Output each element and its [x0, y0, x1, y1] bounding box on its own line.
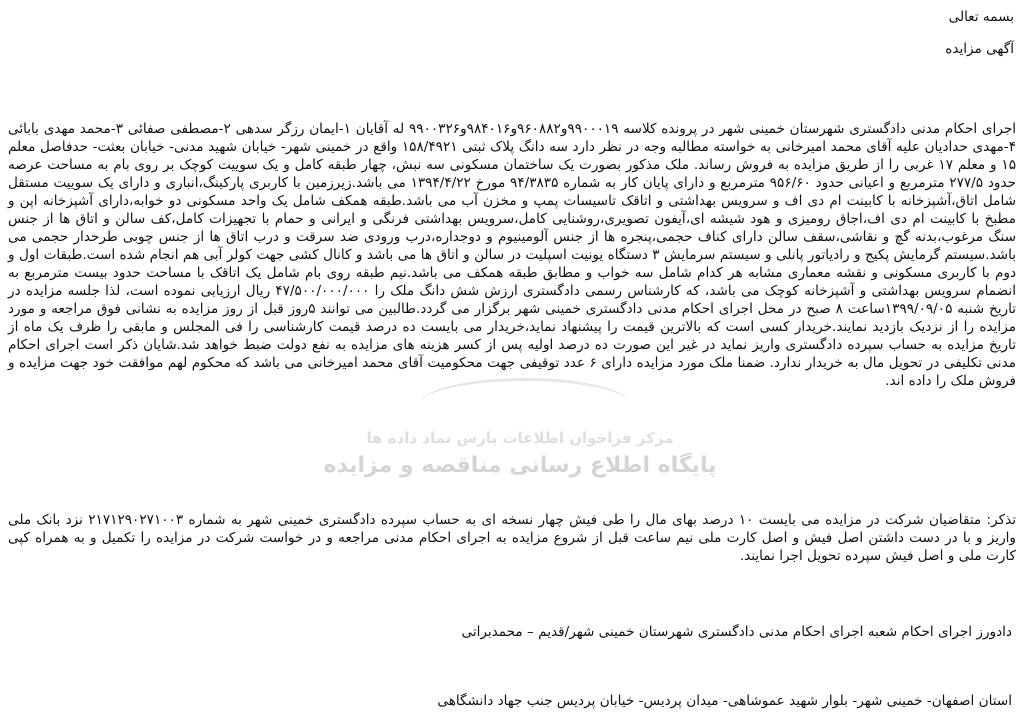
participation-note-paragraph: تذکر: متقاضیان شرکت در مزایده می بایست ۱۰ درصد بهای مال را طی فیش چهار نسخه ای به حساب سپرده دادگستری خمینی شهر به شماره ۲۱۷۱۲۹۰۲۷۱۰۰۳ نزد بانک ملی واریز و با در دست داشتن اصل فیش و اصل کارت ملی نیم ساعت قبل از شروع مزایده به اجرای احکام مدنی مراجعه و در خواست شرکت در مزایده را تکمیل و به همراه کپی کارت ملی و اصل فیش سپرده تحویل اجرا نمایند. [8, 512, 1016, 564]
watermark-title: پایگاه اطلاع رسانی مناقصه و مزایده [323, 453, 717, 478]
signer-line: دادورز اجرای احکام شعبه اجرای احکام مدنی دادگستری شهرستان خمینی شهر/قدیم – محمدبراتی [461, 624, 1012, 640]
watermark-subtitle: مرکز فراخوان اطلاعات پارس نماد داده ها [366, 429, 674, 447]
auction-details-paragraph: اجرای احکام مدنی دادگستری شهرستان خمینی شهر در پرونده کلاسه ۹۹۰۰۰۱۹و۹۶۰۸۸۲و۹۸۴۰۱۶و۹۹۰۰۳۲۶ له آقایان ۱-ایمان رزگر سدهی ۲-مصطفی صفائی ۳-محمد مهدی بابائی ۴-مهدی حدادیان علیه آقای محمد امیرخانی به خواسته مطالبه وجه در نظر دارد سه دانگ پلاک ثبتی ۱۵۸/۴۹۲۱ واقع در خمینی شهر- خیابان شهید مدنی- خیابان بعثت- حدفاصل معلم ۱۵ و معلم ۱۷ غربی را از طریق مزایده به فروش رساند. ملک مذکور بصورت یک ساختمان مسکونی سه نبش، چهار طبقه کامل و یک سوییت کوچک بر روی بام به مساحت عرصه حدود ۲۷۷/۵ مترمربع و اعیانی حدود ۹۵۶/۶۰ مترمربع و دارای پایان کار به شماره ۹۴/۳۸۳۵ مورخ ۱۳۹۴/۴/۲۲ می باشد.زیرزمین با کاربری پارکینگ،انباری و دارای یک سوییت مستقل شامل اتاق،آشپزخانه با کابینت ام دی اف و سرویس بهداشتی و اتاقک تاسیسات پمپ و مخزن آب می باشد.طبقه همکف شامل یک واحد مسکونی دو خوابه،دارای آشپزخانه اپن و مطبخ با کابینت ام دی اف،اجاق رومیزی و هود شیشه ای،آیفون تصویری،روشنایی کامل،سرویس بهداشتی فرنگی و ایرانی و حمام با تجهیزات کامل،کف سالن و اتاق ها از جنس سنگ مرغوب،بدنه گچ و نقاشی،سقف سالن دارای کناف حجمی،پنجره ها از جنس آلومینیوم و دوجداره،درب ورودی ضد سرقت و درب اتاق ها از جنس چوبی طرحدار حجمی می باشد.سیستم گرمایش پکیج و رادیاتور پانلی و سیستم سرمایش ۳ دستگاه یونیت اسپلیت در سالن و اتاق ها می باشد و کانال کشی جهت کولر آبی هم انجام شده است.طبقات اول و دوم با کاربری مسکونی و نقشه معماری مشابه هر کدام شامل سه خواب و مطابق طبقه همکف می باشد.نیم طبقه روی بام شامل یک اتاقک با مساحت حدود بیست مترمربع به انضمام سرویس بهداشتی و آشپزخانه کوچک می باشد، که کارشناس رسمی دادگستری ارزش شش دانگ ملک را ۴۷/۵۰۰/۰۰۰/۰۰۰ ریال ارزیابی نموده است، لذا جلسه مزایده در تاریخ شنبه ۱۳۹۹/۰۹/۰۵ساعت ۸ صبح در محل اجرای احکام مدنی دادگستری خمینی شهر برگزار می گردد.طالبین می توانند ۵روز قبل از روز مزایده به نشانی فوق مراجعه و مورد مزایده را از نزدیک بازدید نمایند.خریدار کسی است که بالاترین قیمت را پیشنهاد نماید،خریدار می بایست ده درصد قیمت کارشناسی را فی المجلس و مابقی را ظرف یک ماه از تاریخ مزایده به حساب سپرده دادگستری واریز نماید در غیر این صورت ده درصد اولیه پس از کسر هزینه های مزایده به نفع دولت ضبط خواهد شد.شایان ذکر است اجرای احکام مدنی تکلیفی در تحویل مال به خریدار ندارد. ضمنا ملک مورد مزایده دارای ۶ عدد توقیفی جهت محکومیت آقای محمد امیرخانی می باشد که محکوم لهم موافقت خود جهت مزایده و فروش ملک را داده اند. [8, 121, 1017, 389]
page-title: آگهی مزایده [945, 41, 1014, 57]
address-line: استان اصفهان- خمینی شهر- بلوار شهید عموشاهی- میدان پردیس- خیابان پردیس جنب جهاد دانشگاهی [437, 693, 1012, 709]
bismillah-greeting: بسمه تعالی [948, 9, 1014, 25]
